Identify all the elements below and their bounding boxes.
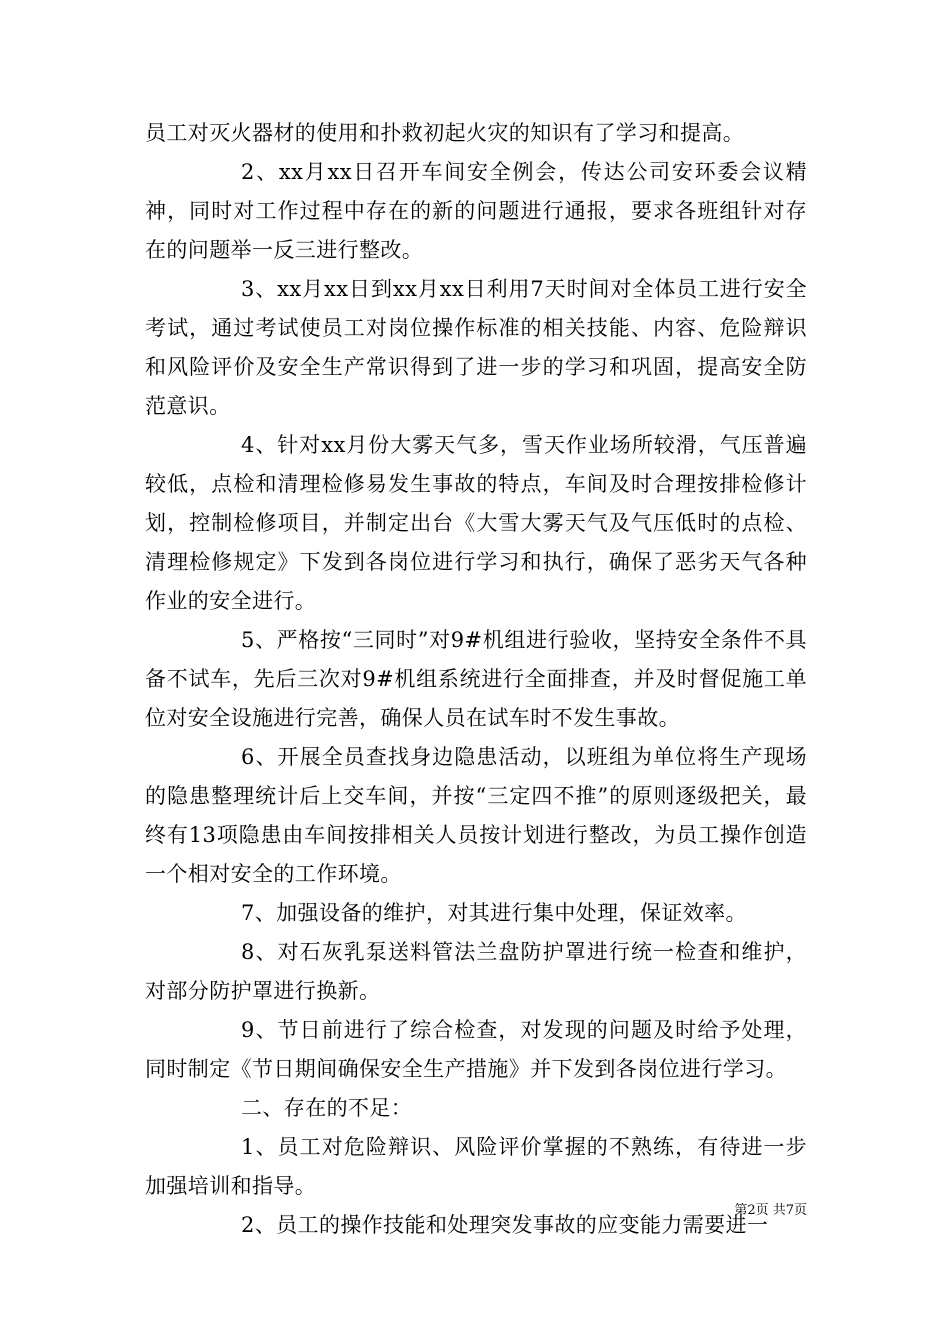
paragraph-3: 3、xx月xx日到xx月xx日利用7天时间对全体员工进行安全考试，通过考试使员工对岗位操作标准的相关技能、内容、危险辩识和风险评价及安全生产常识得到了进一步的学习和巩固，提高安全防范意识。 — [145, 277, 807, 418]
document-body — [145, 114, 807, 1245]
paragraph-4: 4、针对xx月份大雾天气多，雪天作业场所较滑，气压普遍较低，点检和清理检修易发生事故的特点，车间及时合理按排检修计划，控制检修项目，并制定出台《大雪大雾天气及气压低时的点检、清理检修规定》下发到各岗位进行学习和执行，确保了恶劣天气各种作业的安全进行。 — [145, 433, 807, 613]
paragraph-7: 7、加强设备的维护，对其进行集中处理，保证效率。 — [241, 901, 747, 925]
paragraph-10: 1、员工对危险辩识、风险评价掌握的不熟练，有待进一步加强培训和指导。 — [145, 1135, 807, 1198]
paragraph-2: 2、xx月xx日召开车间安全例会，传达公司安环委会议精神，同时对工作过程中存在的新的问题进行通报，要求各班组针对存在的问题举一反三进行整改。 — [145, 160, 807, 262]
paragraph-11: 2、员工的操作技能和处理突发事故的应变能力需要进一 — [241, 1213, 769, 1237]
paragraph-6: 6、开展全员查找身边隐患活动，以班组为单位将生产现场的隐患整理统计后上交车间，并按“三定四不推”的原则逐级把关，最终有13项隐患由车间按排相关人员按计划进行整改，为员工操作创造一个相对安全的工作环境。 — [145, 745, 807, 886]
page-number: 第2页 共7页 — [734, 1203, 807, 1218]
paragraph-5: 5、严格按“三同时”对9#机组进行验收，坚持安全条件不具备不试车，先后三次对9#机组系统进行全面排查，并及时督促施工单位对安全设施进行完善，确保人员在试车时不发生事故。 — [145, 628, 807, 730]
paragraph-8: 8、对石灰乳泵送料管法兰盘防护罩进行统一检查和维护，对部分防护罩进行换新。 — [145, 940, 807, 1003]
paragraph-1: 员工对灭火器材的使用和扑救初起火灾的知识有了学习和提高。 — [145, 121, 745, 145]
paragraph-9: 9、节日前进行了综合检查，对发现的问题及时给予处理，同时制定《节日期间确保安全生产措施》并下发到各岗位进行学习。 — [145, 1018, 807, 1081]
section-heading-shortcomings: 二、存在的不足： — [241, 1096, 413, 1120]
